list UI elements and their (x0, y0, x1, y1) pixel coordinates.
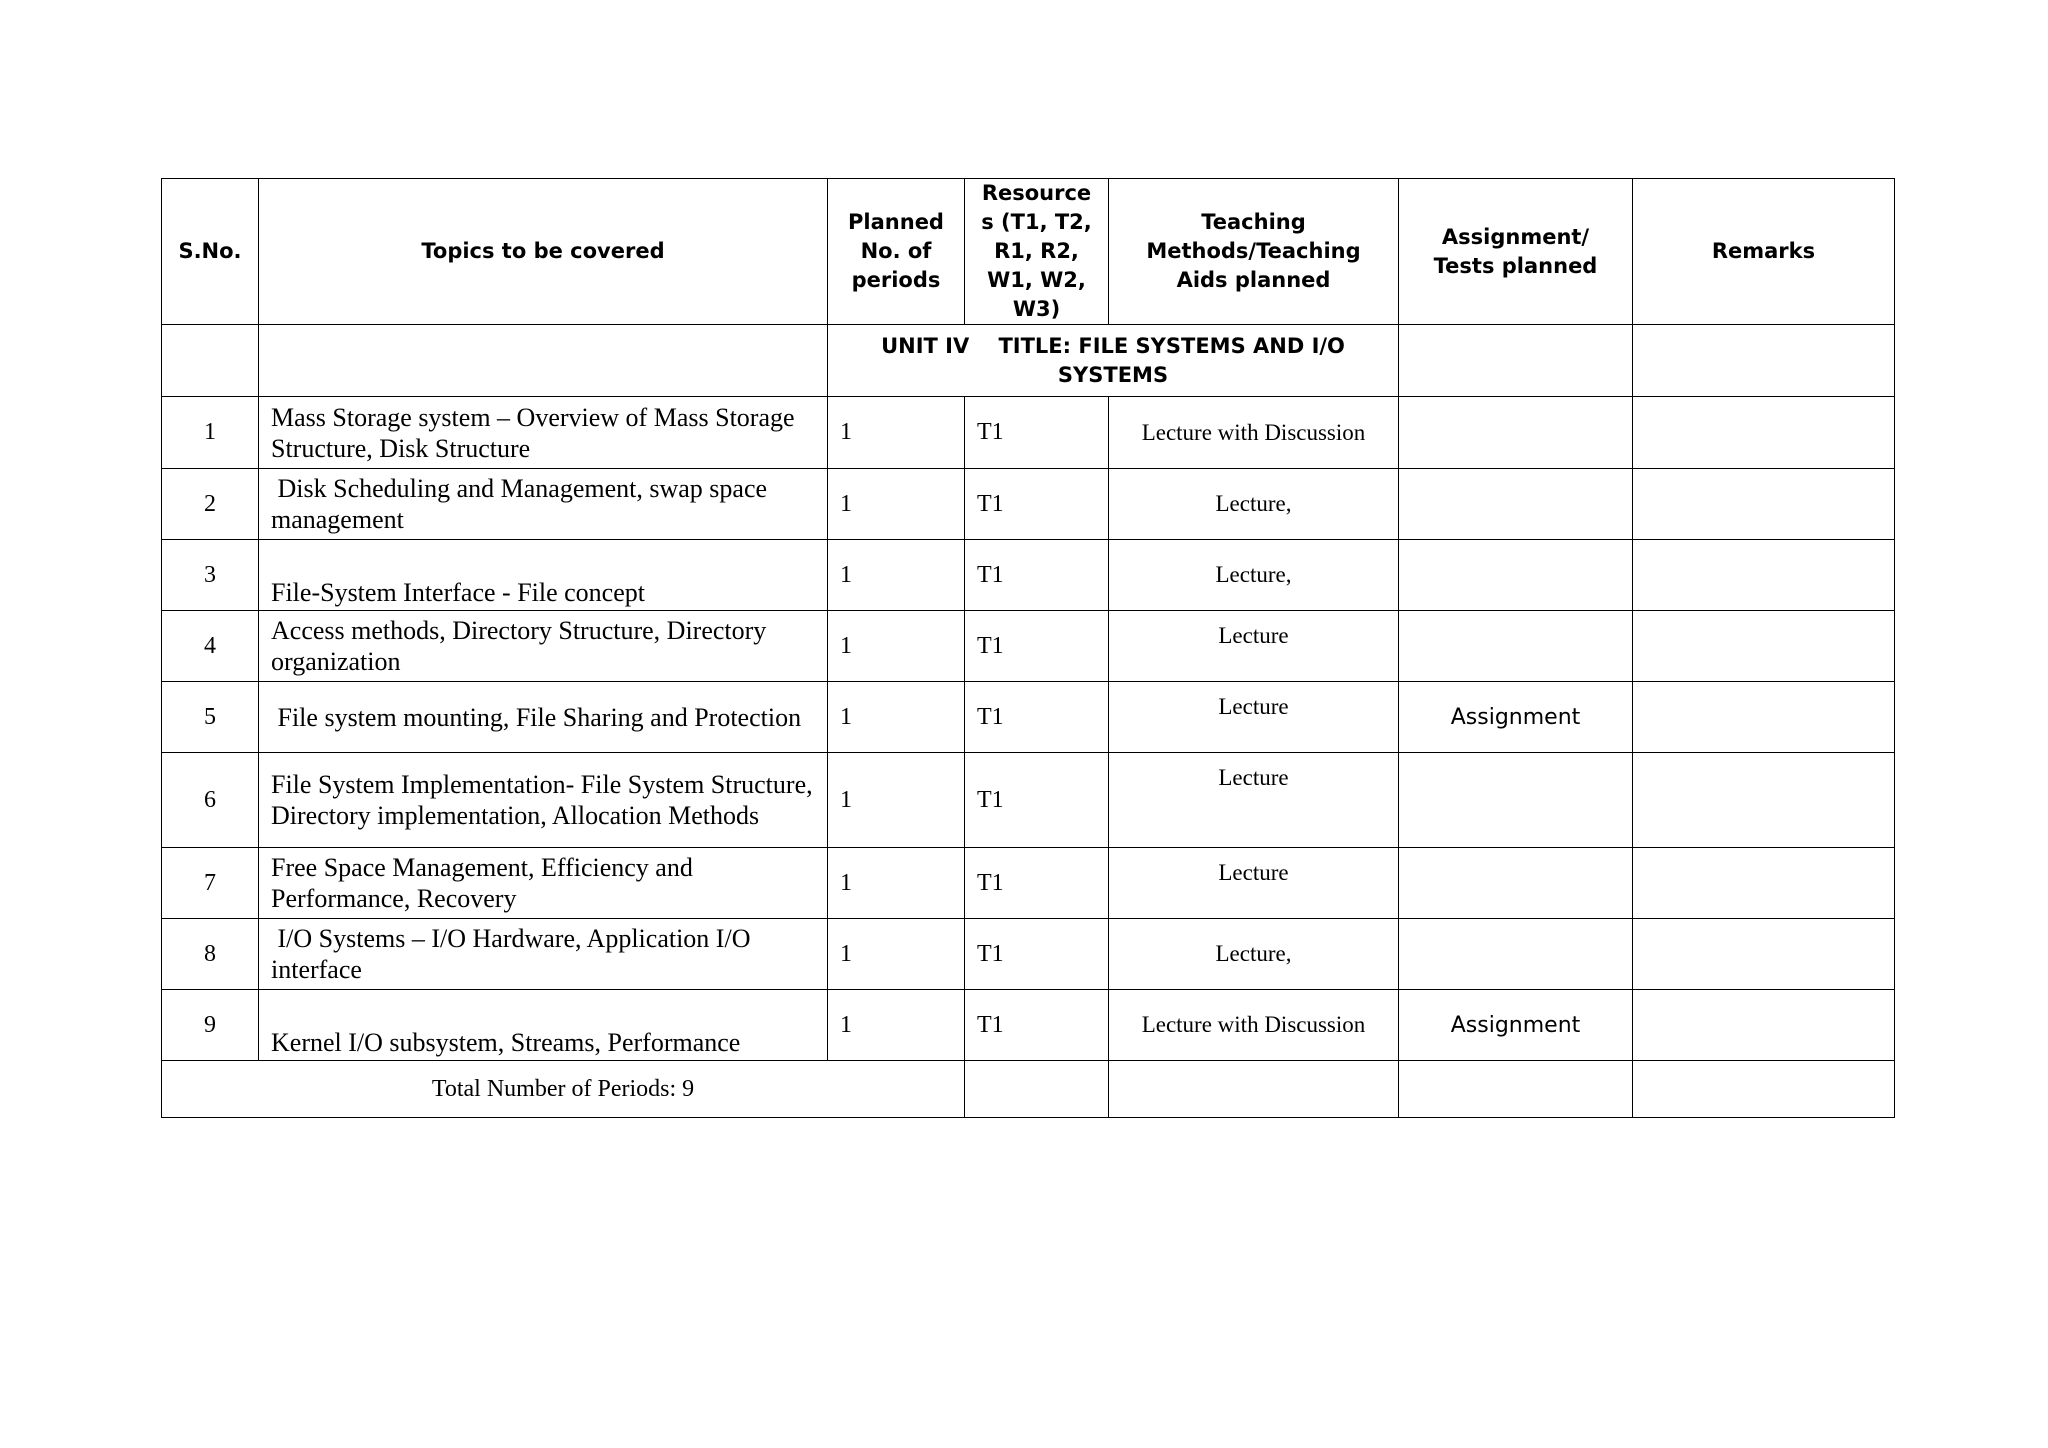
row-sno: 9 (162, 990, 259, 1061)
row-sno: 6 (162, 753, 259, 848)
row-sno: 1 (162, 397, 259, 469)
row-remarks (1633, 540, 1895, 611)
row-topic: Free Space Management, Efficiency and Performance, Recovery (259, 848, 828, 919)
row-assignment (1399, 540, 1633, 611)
row-teaching-method: Lecture (1109, 682, 1399, 753)
row-assignment (1399, 848, 1633, 919)
row-sno: 8 (162, 919, 259, 990)
total-periods: Total Number of Periods: 9 (162, 1061, 965, 1118)
row-topic: Disk Scheduling and Management, swap space management (259, 469, 828, 540)
row-remarks (1633, 990, 1895, 1061)
row-teaching-method: Lecture (1109, 753, 1399, 848)
row-resource: T1 (965, 753, 1109, 848)
row-topic: File system mounting, File Sharing and Protection (259, 682, 828, 753)
row-teaching-method: Lecture with Discussion (1109, 397, 1399, 469)
row-remarks (1633, 469, 1895, 540)
row-topic: File-System Interface - File concept (259, 540, 828, 611)
total-resource-cell (965, 1061, 1109, 1118)
row-planned-periods: 1 (828, 469, 965, 540)
row-sno: 4 (162, 611, 259, 682)
row-teaching-method: Lecture (1109, 611, 1399, 682)
header-resources: Resource s (T1, T2, R1, R2, W1, W2, W3) (965, 179, 1109, 325)
table-row (162, 611, 1895, 682)
row-resource: T1 (965, 611, 1109, 682)
lesson-plan-table (161, 178, 1895, 1118)
unit-remarks-cell (1633, 325, 1895, 397)
row-teaching-method: Lecture, (1109, 919, 1399, 990)
row-topic: I/O Systems – I/O Hardware, Application I/O interface (259, 919, 828, 990)
unit-title: UNIT IV TITLE: FILE SYSTEMS AND I/O SYSTEMS (828, 325, 1399, 397)
row-planned-periods: 1 (828, 919, 965, 990)
row-planned-periods: 1 (828, 611, 965, 682)
row-resource: T1 (965, 397, 1109, 469)
total-method-cell (1109, 1061, 1399, 1118)
row-teaching-method: Lecture, (1109, 469, 1399, 540)
row-topic: File System Implementation- File System Structure, Directory implementation, Allocation Methods (259, 753, 828, 848)
row-remarks (1633, 611, 1895, 682)
row-assignment (1399, 611, 1633, 682)
row-assignment: Assignment (1399, 682, 1633, 753)
total-assignment-cell (1399, 1061, 1633, 1118)
row-resource: T1 (965, 540, 1109, 611)
unit-sno-cell (162, 325, 259, 397)
unit-assignment-cell (1399, 325, 1633, 397)
row-remarks (1633, 682, 1895, 753)
header-planned-periods: Planned No. of periods (828, 179, 965, 325)
table-row (162, 848, 1895, 919)
row-sno: 3 (162, 540, 259, 611)
table-row (162, 919, 1895, 990)
row-teaching-method: Lecture (1109, 848, 1399, 919)
table-row (162, 682, 1895, 753)
unit-row (162, 325, 1895, 397)
total-remarks-cell (1633, 1061, 1895, 1118)
table-row (162, 753, 1895, 848)
row-teaching-method: Lecture with Discussion (1109, 990, 1399, 1061)
row-planned-periods: 1 (828, 397, 965, 469)
row-sno: 5 (162, 682, 259, 753)
row-planned-periods: 1 (828, 990, 965, 1061)
row-topic: Mass Storage system – Overview of Mass Storage Structure, Disk Structure (259, 397, 828, 469)
row-sno: 7 (162, 848, 259, 919)
row-remarks (1633, 919, 1895, 990)
row-planned-periods: 1 (828, 848, 965, 919)
row-assignment (1399, 397, 1633, 469)
header-row (162, 179, 1895, 325)
row-resource: T1 (965, 990, 1109, 1061)
row-resource: T1 (965, 469, 1109, 540)
row-resource: T1 (965, 919, 1109, 990)
header-sno: S.No. (162, 179, 259, 325)
table-row (162, 397, 1895, 469)
table-body (162, 325, 1895, 1061)
table-row (162, 990, 1895, 1061)
row-planned-periods: 1 (828, 753, 965, 848)
row-assignment (1399, 919, 1633, 990)
row-assignment (1399, 469, 1633, 540)
row-assignment: Assignment (1399, 990, 1633, 1061)
header-remarks: Remarks (1633, 179, 1895, 325)
row-topic: Kernel I/O subsystem, Streams, Performance (259, 990, 828, 1061)
header-topics: Topics to be covered (259, 179, 828, 325)
row-sno: 2 (162, 469, 259, 540)
row-remarks (1633, 848, 1895, 919)
total-row (162, 1061, 1895, 1118)
table-row (162, 540, 1895, 611)
unit-topic-cell (259, 325, 828, 397)
table-row (162, 469, 1895, 540)
header-teaching-methods: Teaching Methods/Teaching Aids planned (1109, 179, 1399, 325)
row-remarks (1633, 397, 1895, 469)
row-remarks (1633, 753, 1895, 848)
row-resource: T1 (965, 682, 1109, 753)
row-resource: T1 (965, 848, 1109, 919)
row-teaching-method: Lecture, (1109, 540, 1399, 611)
row-planned-periods: 1 (828, 682, 965, 753)
row-assignment (1399, 753, 1633, 848)
row-topic: Access methods, Directory Structure, Directory organization (259, 611, 828, 682)
header-assignment-tests: Assignment/ Tests planned (1399, 179, 1633, 325)
row-planned-periods: 1 (828, 540, 965, 611)
